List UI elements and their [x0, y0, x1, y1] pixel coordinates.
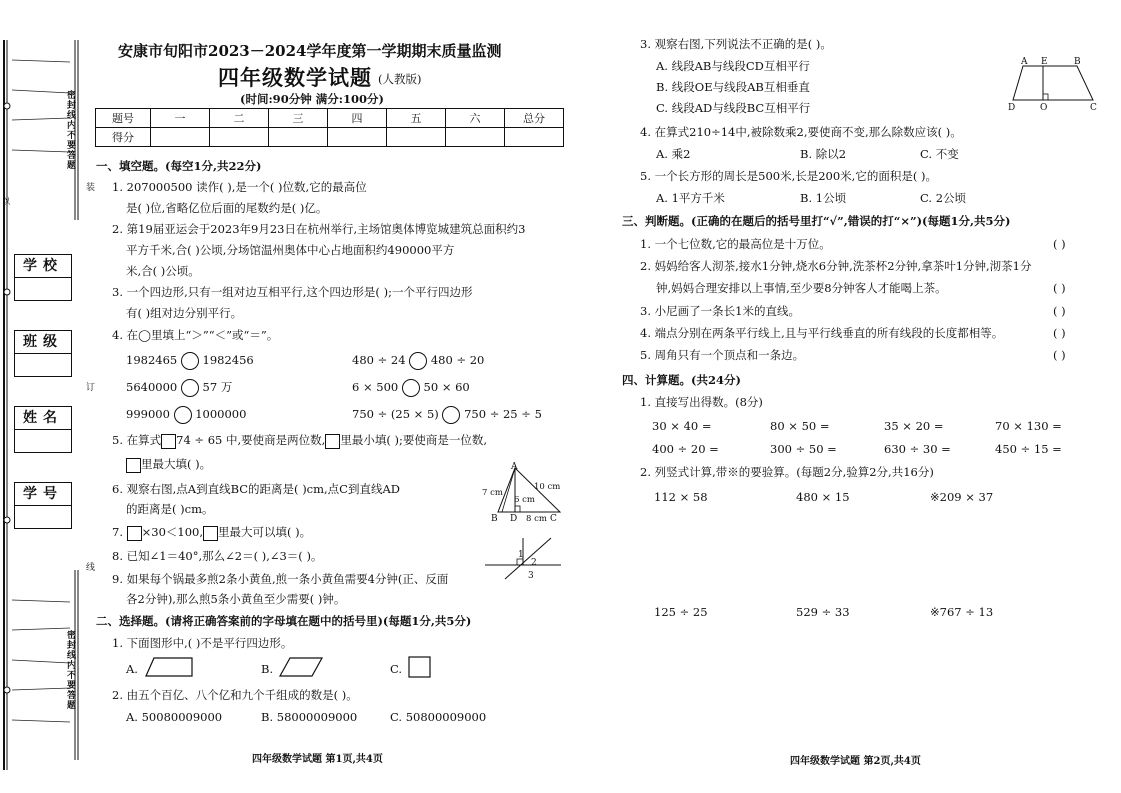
choice3-option-c: C. 线段AD与线段BC互相平行: [656, 101, 811, 115]
q2-line-b: 平方千米,合( )公顷,分场馆温州奥体中心占地面积约490000平方: [126, 243, 455, 257]
exam-time: (时间:90分钟 满分:100分): [240, 92, 384, 106]
judge5: 5. 周角只有一个顶点和一条边。: [640, 348, 805, 362]
blank-square[interactable]: [325, 434, 340, 449]
q6-line-b: 的距离是( )cm。: [126, 502, 214, 516]
section4-title: 四、计算题。(共24分): [622, 373, 741, 387]
choice4-option-a: A. 乘2: [656, 147, 691, 161]
choice4-option-b: B. 除以2: [800, 147, 847, 161]
judge3: 3. 小尼画了一条长1米的直线。: [640, 304, 800, 318]
choice4-question: 4. 在算式210÷14中,被除数乘2,要使商不变,那么除数应该( )。: [640, 125, 962, 139]
calc1-item: 70 × 130 =: [995, 419, 1062, 433]
class-field[interactable]: [15, 354, 71, 376]
fig3-label-b: B: [1074, 57, 1081, 67]
q4-right: 1000000: [195, 407, 247, 421]
judge4: 4. 端点分别在两条平行线上,且与平行线垂直的所有线段的长度都相等。: [640, 326, 1004, 340]
q5-b-text: 里最大填( )。: [141, 457, 212, 471]
score-cell[interactable]: [505, 128, 564, 147]
q4-left: 480 ÷ 24: [352, 353, 406, 367]
q4-right: 750 ÷ 25 ÷ 5: [464, 407, 542, 421]
choice5-question: 5. 一个长方形的周长是500米,长是200米,它的面积是( )。: [640, 169, 937, 183]
exam-title-line2: 四年级数学试题: [218, 65, 372, 90]
q5-line-b: [126, 457, 211, 473]
score-header-cell: 二: [210, 109, 269, 128]
calc2-item: 112 × 58: [654, 490, 708, 504]
calc2-item: 125 ÷ 25: [654, 605, 708, 619]
fig6-length-10: 10 cm: [534, 482, 561, 492]
section1-title: 一、填空题。(每空1分,共22分): [96, 159, 262, 173]
blank-square[interactable]: [126, 458, 141, 473]
mark-yi: 以: [2, 197, 10, 206]
q4-right: 57 万: [202, 380, 233, 394]
calc1-item: 400 ÷ 20 =: [652, 442, 719, 456]
fig8-angle-1: 1: [518, 550, 524, 560]
fig6-length-7: 7 cm: [482, 488, 503, 498]
fig6-length-8: 8 cm: [526, 514, 547, 524]
trapezoid-shape: [144, 656, 196, 678]
choice2-option-c: C. 50800009000: [390, 710, 487, 724]
compare-circle[interactable]: [174, 406, 192, 424]
student-id-field[interactable]: [15, 506, 71, 528]
choice5-option-b: B. 1公顷: [800, 191, 847, 205]
calc1-title: 1. 直接写出得数。(8分): [640, 395, 763, 409]
q6-line-a: 6. 观察右图,点A到直线BC的距离是( )cm,点C到直线AD: [112, 482, 401, 496]
calc1-item: 35 × 20 =: [884, 419, 944, 433]
student-id-box: [14, 482, 72, 529]
calc2-title: 2. 列竖式计算,带※的要验算。(每题2分,验算2分,共16分): [640, 465, 934, 479]
page1-footer: 四年级数学试题 第1页,共4页: [252, 754, 383, 765]
seal-line-text-top: 密封线内不要答题: [65, 90, 75, 170]
seal-line-text-bottom: 密封线内不要答题: [65, 630, 75, 710]
fig8-angle-2: 2: [531, 558, 537, 568]
score-row-label: 得分: [96, 128, 151, 147]
compare-circle[interactable]: [181, 352, 199, 370]
score-table: [95, 108, 564, 147]
calc2-item: 529 ÷ 33: [796, 605, 850, 619]
choice3-question: 3. 观察右图,下列说法不正确的是( )。: [640, 37, 832, 51]
exam-edition: (人教版): [378, 72, 422, 86]
binding-lines: [0, 0, 95, 793]
calc2-item: ※767 ÷ 13: [930, 605, 994, 619]
q4-title: 4. 在◯里填上“＞”“＜”或“＝”。: [112, 328, 279, 342]
parallelogram-shape: [278, 656, 324, 678]
name-box: [14, 406, 72, 453]
calc1-item: 300 ÷ 50 =: [770, 442, 837, 456]
q4-item: [126, 406, 246, 424]
q5-post: 里最小填( );要使商是一位数,: [340, 433, 487, 447]
q3-line-b: 有( )组对边分别平行。: [126, 306, 243, 320]
score-header-cell: 五: [387, 109, 446, 128]
choice1-option-b: B.: [261, 662, 274, 676]
school-field[interactable]: [15, 278, 71, 300]
choice4-option-c: C. 不变: [920, 147, 959, 161]
judge2-answer[interactable]: ( ): [1053, 281, 1066, 295]
q8-line: 8. 已知∠1＝40°,那么∠2＝( ),∠3＝( )。: [112, 549, 323, 563]
q4-right: 1982456: [202, 353, 254, 367]
q7-post: 里最大可以填( )。: [218, 525, 312, 539]
fig6-label-a: A: [511, 462, 518, 472]
fig6-length-6: 6 cm: [514, 495, 535, 505]
calc2-item: 480 × 15: [796, 490, 850, 504]
judge1-answer[interactable]: ( ): [1053, 237, 1066, 251]
q4-right: 480 ÷ 20: [430, 353, 485, 367]
fig3-label-o: O: [1040, 103, 1048, 113]
class-label: 班级: [15, 331, 71, 354]
score-cell[interactable]: [151, 128, 210, 147]
blank-square[interactable]: [127, 526, 142, 541]
choice2-option-b: B. 58000009000: [261, 710, 358, 724]
choice2-question: 2. 由五个百亿、八个亿和九个千组成的数是( )。: [112, 688, 358, 702]
choice5-option-c: C. 2公顷: [920, 191, 967, 205]
mark-xian: 线: [86, 563, 96, 573]
choice1-question: 1. 下面图形中,( )不是平行四边形。: [112, 636, 293, 650]
choice5-option-a: A. 1平方千米: [656, 191, 725, 205]
fig8-angle-3: 3: [528, 571, 534, 581]
binding-strip: [0, 0, 95, 793]
q4-right: 50 × 60: [423, 380, 470, 394]
judge5-answer[interactable]: ( ): [1053, 348, 1066, 362]
score-header-cell: 六: [446, 109, 505, 128]
calc1-item: 80 × 50 =: [770, 419, 830, 433]
name-label: 姓名: [15, 407, 71, 430]
blank-square[interactable]: [203, 526, 218, 541]
choice2-option-a: A. 50080009000: [126, 710, 223, 724]
q4-item: [352, 379, 470, 397]
q4-item: [352, 406, 542, 424]
section2-title: 二、选择题。(请将正确答案前的字母填在题中的括号里)(每题1分,共5分): [96, 614, 472, 628]
score-cell[interactable]: [387, 128, 446, 147]
calc1-item: 450 ÷ 15 =: [995, 442, 1062, 456]
q4-item: [126, 352, 254, 370]
fig3-label-e: E: [1041, 57, 1048, 67]
mark-zhuang: 装: [86, 183, 96, 193]
q7-line: [112, 525, 311, 541]
q9-line-b: 各2分钟),那么煎5条小黄鱼至少需要( )钟。: [126, 592, 346, 606]
judge1: 1. 一个七位数,它的最高位是十万位。: [640, 237, 831, 251]
blank-square[interactable]: [161, 434, 176, 449]
score-cell[interactable]: [328, 128, 387, 147]
judge2-line-a: 2. 妈妈给客人沏茶,接水1分钟,烧水6分钟,洗茶杯2分钟,拿茶叶1分钟,沏茶1分: [640, 259, 1032, 273]
q4-left: 6 × 500: [352, 380, 399, 394]
exam-title-line1: 安康市旬阳市2023－2024学年度第一学期期末质量监测: [118, 42, 502, 60]
q7-pre: 7.: [112, 525, 123, 539]
q4-left: 1982465: [126, 353, 178, 367]
judge3-answer[interactable]: ( ): [1053, 304, 1066, 318]
score-header-cell: 一: [151, 109, 210, 128]
q3-line-a: 3. 一个四边形,只有一组对边互相平行,这个四边形是( );一个平行四边形: [112, 285, 473, 299]
fig6-label-c: C: [550, 514, 557, 524]
score-cell[interactable]: [446, 128, 505, 147]
compare-circle[interactable]: [181, 379, 199, 397]
q8-angles-figure: [485, 535, 563, 580]
choice3-option-b: B. 线段OE与线段AB互相垂直: [656, 80, 810, 94]
q4-left: 750 ÷ (25 × 5): [352, 407, 439, 421]
compare-circle[interactable]: [409, 352, 427, 370]
compare-circle[interactable]: [402, 379, 420, 397]
q9-line-a: 9. 如果每个锅最多煎2条小黄鱼,煎一条小黄鱼需要4分钟(正、反面: [112, 572, 449, 586]
mark-ding: 订: [86, 383, 96, 393]
q7-mid: ×30＜100,: [141, 525, 204, 539]
section3-title: 三、判断题。(正确的在题后的括号里打“√”,错误的打“×”)(每题1分,共5分): [622, 214, 1011, 228]
q4-item: [126, 379, 232, 397]
school-box: [14, 254, 72, 301]
score-header-cell: 总分: [505, 109, 564, 128]
calc2-item: ※209 × 37: [930, 490, 994, 504]
score-table-header-row: [96, 109, 564, 128]
q1-line-b: 是( )位,省略亿位后面的尾数约是( )亿。: [126, 201, 328, 215]
choice1-option-c: C.: [390, 662, 403, 676]
name-field[interactable]: [15, 430, 71, 452]
q5-pre: 5. 在算式: [112, 433, 162, 447]
fig6-label-b: B: [491, 514, 498, 524]
score-table-row: [96, 128, 564, 147]
score-cell[interactable]: [269, 128, 328, 147]
school-label: 学校: [15, 255, 71, 278]
q2-line-a: 2. 第19届亚运会于2023年9月23日在杭州举行,主场馆奥体博览城建筑总面积约3: [112, 222, 526, 236]
q5-mid: 74 ÷ 65 中,要使商是两位数,: [176, 433, 326, 447]
fig3-label-c: C: [1090, 103, 1097, 113]
fig6-label-d: D: [510, 514, 518, 524]
score-header-cell: 三: [269, 109, 328, 128]
score-header-cell: 题号: [96, 109, 151, 128]
class-box: [14, 330, 72, 377]
q1-line-a: 1. 207000500 读作( ),是一个( )位数,它的最高位: [112, 180, 367, 194]
choice3-option-a: A. 线段AB与线段CD互相平行: [656, 59, 810, 73]
score-cell[interactable]: [210, 128, 269, 147]
calc1-item: 30 × 40 =: [652, 419, 712, 433]
choice1-option-a: A.: [126, 662, 138, 676]
q5-line-a: [112, 433, 487, 449]
calc1-item: 630 ÷ 30 =: [884, 442, 951, 456]
judge2-line-b: 钟,妈妈合理安排以上事情,至少要8分钟客人才能喝上茶。: [656, 281, 947, 295]
fig3-label-d: D: [1008, 103, 1016, 113]
student-id-label: 学号: [15, 483, 71, 506]
page2-footer: 四年级数学试题 第2页,共4页: [790, 756, 921, 767]
q4-left: 5640000: [126, 380, 178, 394]
q4-item: [352, 352, 484, 370]
score-header-cell: 四: [328, 109, 387, 128]
q4-left: 999000: [126, 407, 170, 421]
square-shape: [407, 655, 433, 679]
q2-line-c: 米,合( )公顷。: [126, 264, 200, 278]
judge4-answer[interactable]: ( ): [1053, 326, 1066, 340]
compare-circle[interactable]: [442, 406, 460, 424]
fig3-label-a: A: [1021, 57, 1028, 67]
